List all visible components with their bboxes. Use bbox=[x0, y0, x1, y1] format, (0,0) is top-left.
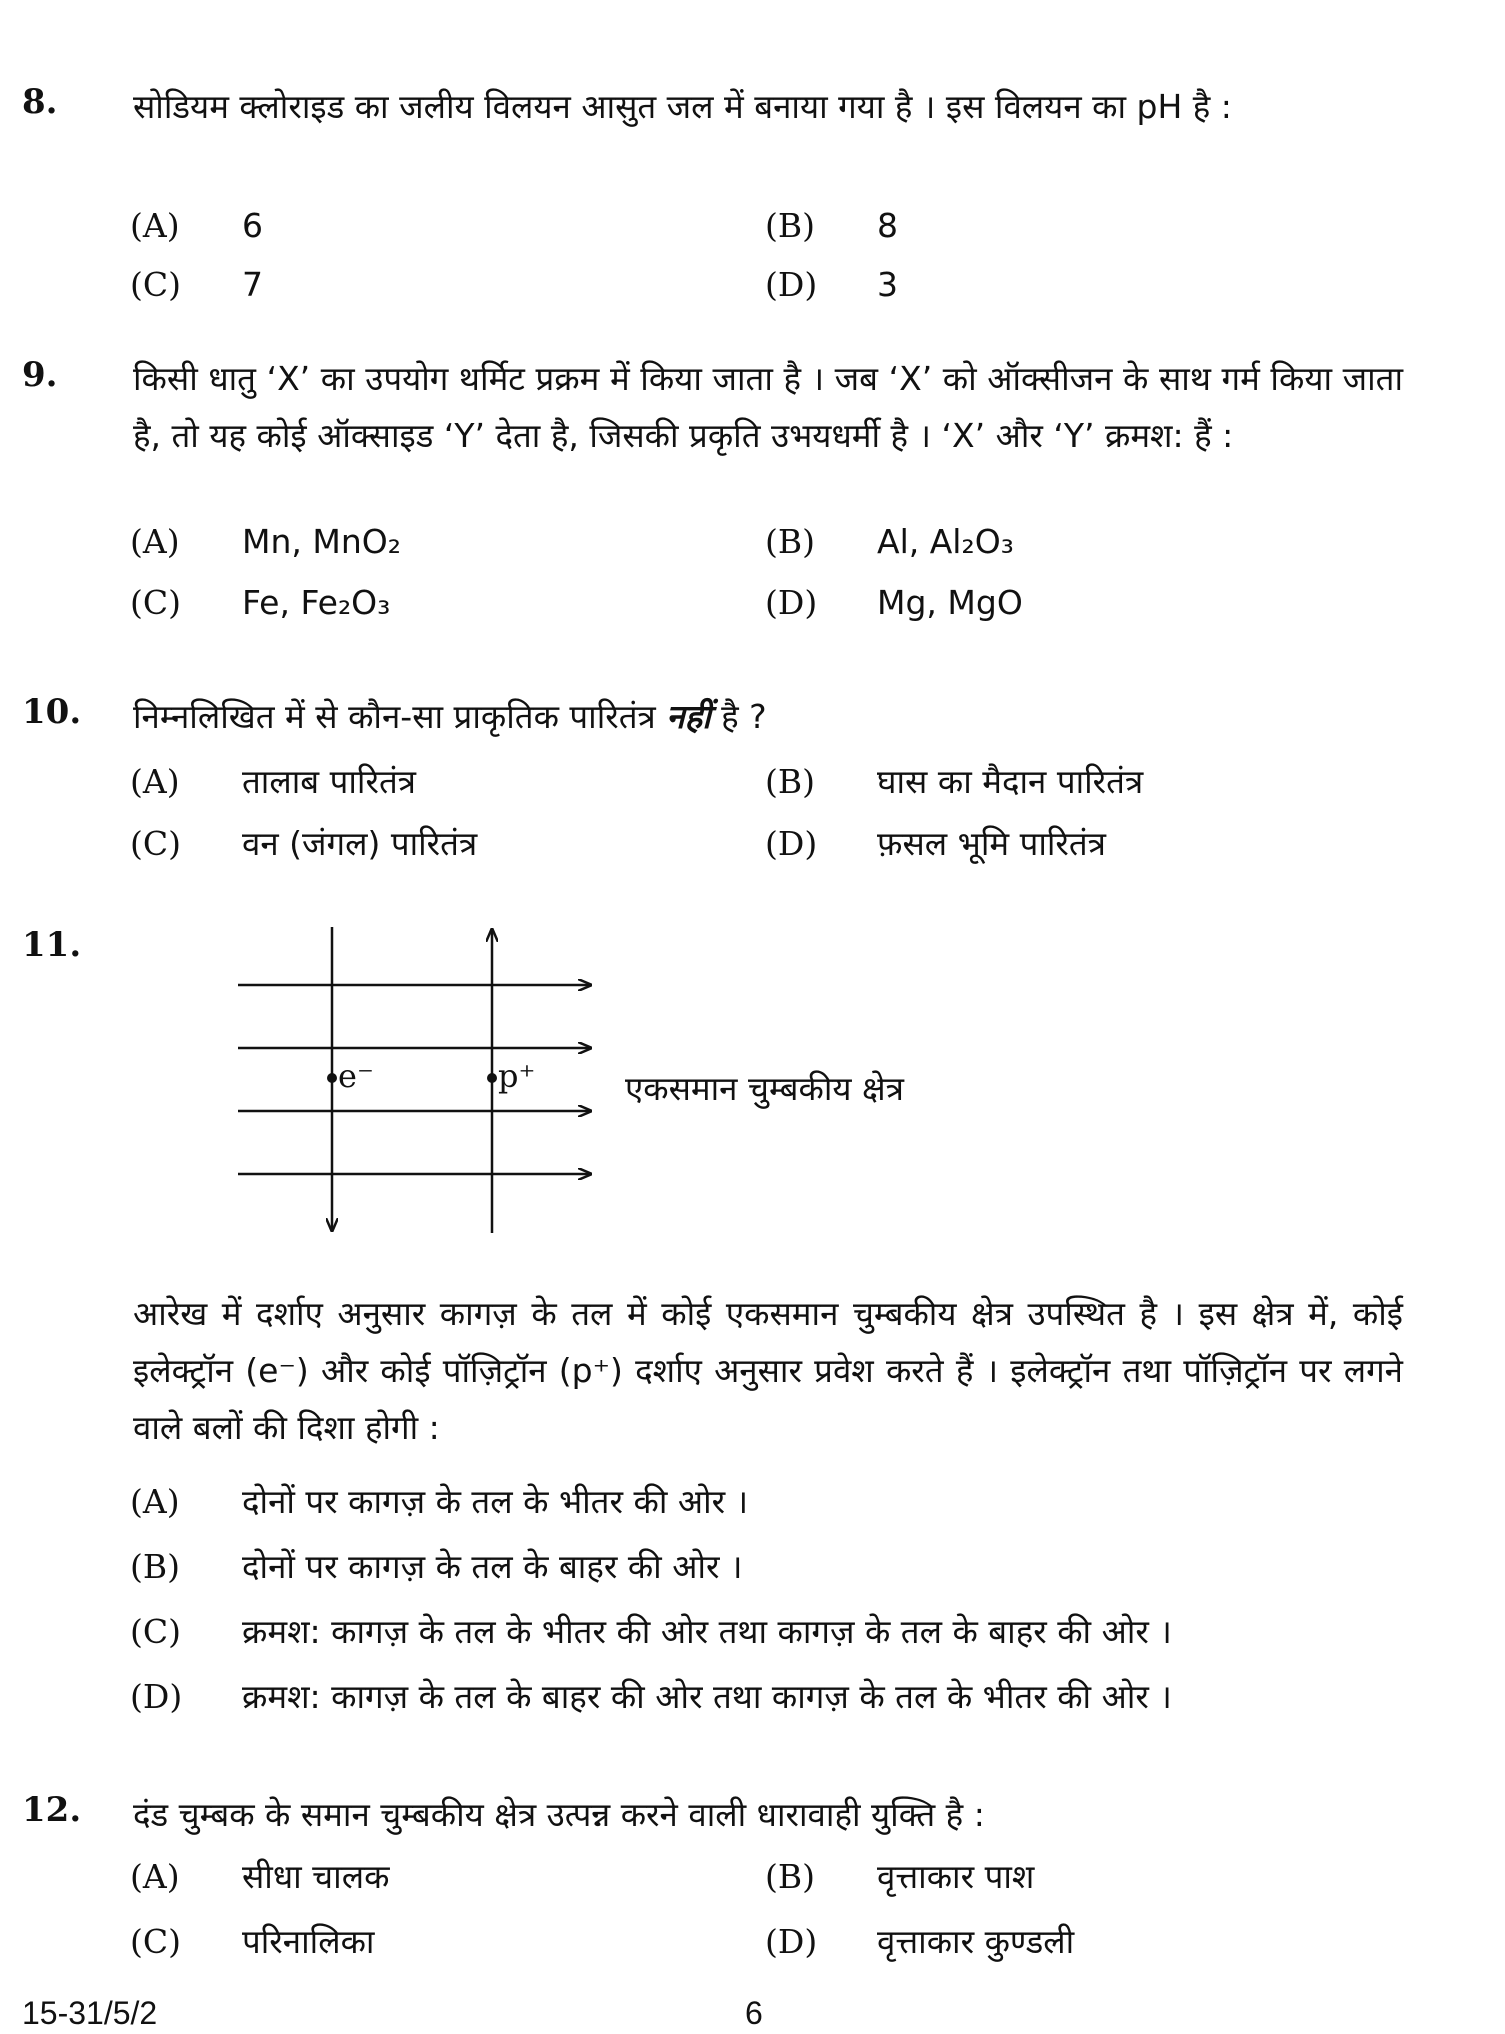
magnetic-field-diagram bbox=[220, 915, 620, 1245]
question-text bbox=[133, 688, 1403, 745]
option-value: क्रमश: कागज़ के तल के भीतर की ओर तथा कागज़ के तल के बाहर की ओर । bbox=[242, 1612, 1172, 1651]
option bbox=[765, 758, 1143, 803]
question-number: 8. bbox=[22, 82, 58, 122]
option bbox=[130, 820, 477, 865]
option-value: 7 bbox=[242, 265, 263, 304]
question-number: 11. bbox=[22, 925, 82, 965]
option-value: Fe, Fe₂O₃ bbox=[242, 583, 391, 622]
option bbox=[765, 206, 898, 245]
option-label: (A) bbox=[130, 1482, 180, 1521]
option-value: 6 bbox=[242, 206, 263, 245]
option-label: (C) bbox=[130, 824, 181, 863]
option-label: (B) bbox=[765, 522, 815, 561]
question-number: 12. bbox=[22, 1790, 82, 1830]
option-value: सीधा चालक bbox=[242, 1857, 390, 1896]
option bbox=[765, 522, 1014, 561]
option bbox=[130, 583, 390, 622]
option-value: परिनालिका bbox=[242, 1922, 375, 1961]
option-label: (B) bbox=[765, 1857, 815, 1896]
option bbox=[765, 1918, 1074, 1963]
option-label: (C) bbox=[130, 583, 181, 622]
option-value: क्रमश: कागज़ के तल के बाहर की ओर तथा कागज़ के तल के भीतर की ओर । bbox=[242, 1677, 1172, 1716]
option bbox=[765, 1853, 1034, 1898]
option bbox=[130, 1543, 742, 1588]
question-emphasis: नहीं bbox=[666, 697, 711, 736]
question-text: किसी धातु ‘X’ का उपयोग थर्मिट प्रक्रम में किया जाता है । जब ‘X’ को ऑक्सीजन के साथ गर्म किया जाता है, तो यह कोई ऑक्साइड ‘Y’ देता है, जिसकी प्रकृति उभयधर्मी है । ‘X’ और ‘Y’ क्रमश: हैं : bbox=[133, 359, 1403, 455]
question-number: 9. bbox=[22, 355, 58, 395]
option-label: (A) bbox=[130, 206, 180, 245]
option-label: (D) bbox=[765, 583, 818, 622]
option bbox=[130, 522, 401, 561]
option bbox=[130, 1853, 389, 1898]
electron-dot bbox=[327, 1073, 337, 1083]
option-label: (A) bbox=[130, 762, 180, 801]
question-text-part: है ? bbox=[721, 697, 767, 736]
option-label: (C) bbox=[130, 1922, 181, 1961]
page-number: 6 bbox=[745, 1995, 763, 2031]
option-value: वृत्ताकार पाश bbox=[877, 1857, 1035, 1896]
option-value: Mg, MgO bbox=[877, 583, 1023, 622]
option bbox=[130, 758, 416, 803]
option bbox=[130, 206, 263, 245]
option-label: (B) bbox=[765, 206, 815, 245]
option-label: (B) bbox=[765, 762, 815, 801]
option bbox=[130, 1673, 1172, 1718]
option-label: (B) bbox=[130, 1547, 180, 1586]
option-value: 8 bbox=[877, 206, 898, 245]
option-value: Al, Al₂O₃ bbox=[877, 522, 1014, 561]
option-value: दोनों पर कागज़ के तल के बाहर की ओर । bbox=[242, 1547, 743, 1586]
option bbox=[765, 820, 1106, 865]
option bbox=[130, 1918, 374, 1963]
positron-label: p⁺ bbox=[498, 1057, 536, 1095]
field-label: एकसमान चुम्बकीय क्षेत्र bbox=[625, 1069, 904, 1108]
option-label: (A) bbox=[130, 522, 180, 561]
positron-dot bbox=[487, 1073, 497, 1083]
option-label: (C) bbox=[130, 265, 181, 304]
option bbox=[130, 1608, 1172, 1653]
option-label: (A) bbox=[130, 1857, 180, 1896]
option-label: (D) bbox=[765, 265, 818, 304]
option bbox=[765, 583, 1023, 622]
option bbox=[130, 1478, 748, 1523]
option-value: तालाब पारितंत्र bbox=[242, 762, 416, 801]
question-text-part: निम्नलिखित में से कौन-सा प्राकृतिक पारितंत्र bbox=[133, 697, 656, 736]
question-number: 10. bbox=[22, 692, 82, 732]
paper-code: 15-31/5/2 bbox=[22, 1995, 158, 2031]
option-value: फ़सल भूमि पारितंत्र bbox=[877, 824, 1106, 863]
option bbox=[765, 265, 898, 304]
option-value: 3 bbox=[877, 265, 898, 304]
option-value: वृत्ताकार कुण्डली bbox=[877, 1922, 1075, 1961]
option-value: Mn, MnO₂ bbox=[242, 522, 401, 561]
option-label: (D) bbox=[765, 1922, 818, 1961]
option-label: (C) bbox=[130, 1612, 181, 1651]
question-text: दंड चुम्बक के समान चुम्बकीय क्षेत्र उत्पन्न करने वाली धारावाही युक्ति है : bbox=[133, 1795, 985, 1834]
question-text: आरेख में दर्शाए अनुसार कागज़ के तल में कोई एकसमान चुम्बकीय क्षेत्र उपस्थित है । इस क्षेत्र में, कोई इलेक्ट्रॉन (e⁻) और कोई पॉज़िट्रॉन (p⁺) दर्शाए अनुसार प्रवेश करते हैं । इलेक्ट्रॉन तथा पॉज़िट्रॉन पर लगने वाले बलों की दिशा होगी : bbox=[133, 1294, 1403, 1447]
question-text: सोडियम क्लोराइड का जलीय विलयन आसुत जल में बनाया गया है । इस विलयन का pH है : bbox=[133, 87, 1232, 126]
option-value: दोनों पर कागज़ के तल के भीतर की ओर । bbox=[242, 1482, 749, 1521]
option-label: (D) bbox=[130, 1677, 183, 1716]
electron-label: e⁻ bbox=[338, 1057, 374, 1095]
option bbox=[130, 265, 263, 304]
option-value: घास का मैदान पारितंत्र bbox=[877, 762, 1144, 801]
option-label: (D) bbox=[765, 824, 818, 863]
option-value: वन (जंगल) पारितंत्र bbox=[242, 824, 478, 863]
